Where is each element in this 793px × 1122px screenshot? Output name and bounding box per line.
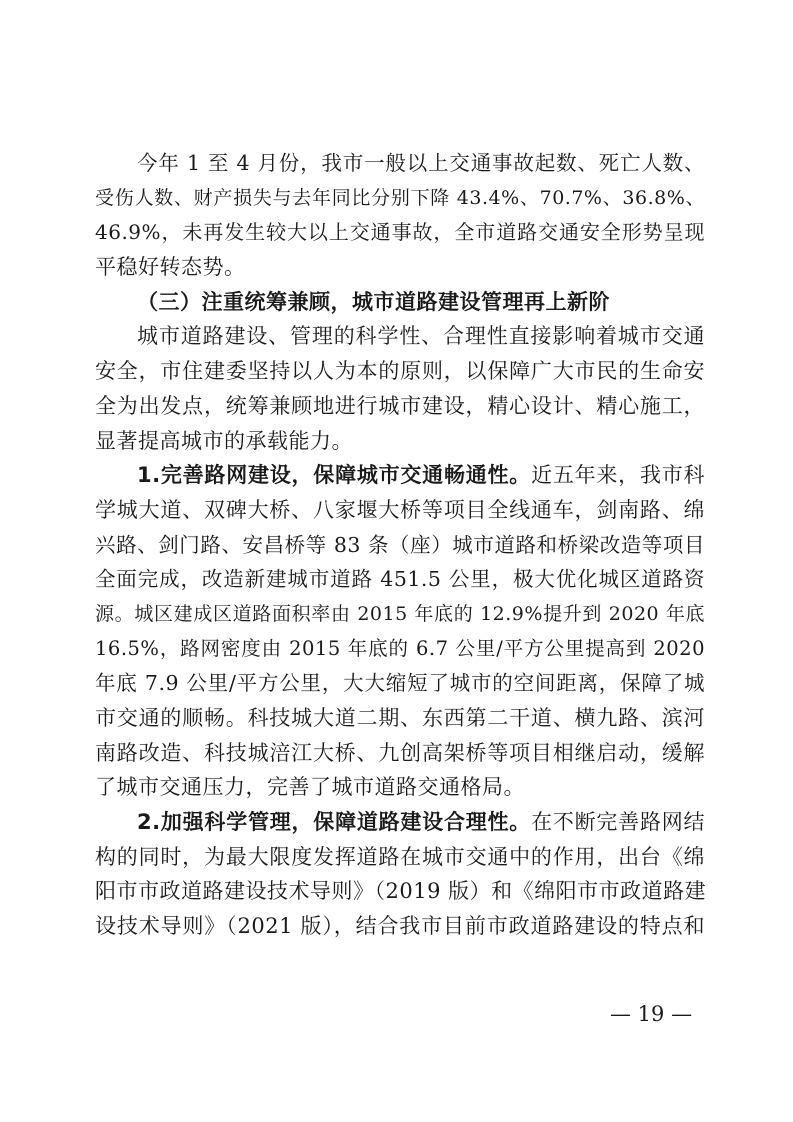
text-line: 南路改造、科技城涪江大桥、九创高架桥等项目相继启动，缓解 — [95, 740, 705, 765]
text-line: 城市道路建设、管理的科学性、合理性直接影响着城市交通 — [137, 324, 705, 349]
text-line: 显著提高城市的承载能力。 — [95, 428, 353, 453]
text-line: 46.9%，未再发生较大以上交通事故，全市道路交通安全形势呈现 — [95, 220, 705, 245]
body-text — [95, 146, 705, 944]
text-line: 今年 1 至 4 月份，我市一般以上交通事故起数、死亡人数、 — [137, 151, 705, 175]
text-line: 受伤人数、财产损失与去年同比分别下降 43.4%、70.7%、36.8%、 — [95, 186, 705, 209]
text-line: 平稳好转态势。 — [95, 255, 246, 280]
text-line: 16.5%，路网密度由 2015 年底的 6.7 公里/平方公里提高到 2020 — [95, 636, 705, 660]
text-run: 近五年来，我市科 — [531, 463, 705, 488]
text-line — [95, 805, 705, 840]
section-heading: （三）注重统筹兼顾，城市道路建设管理再上新阶 — [137, 289, 610, 314]
text-run: 在不断完善路网结 — [531, 810, 705, 835]
text-line: 全面完成，改造新建城市道路 451.5 公里，极大优化城区道路资 — [95, 567, 705, 592]
subsection-lead: 1.完善路网建设，保障城市交通畅通性。 — [137, 463, 532, 488]
subsection-lead: 2.加强科学管理，保障道路建设合理性。 — [137, 810, 532, 835]
text-line: 了城市交通压力，完善了城市道路交通格局。 — [95, 775, 525, 800]
text-line: 学城大道、双碑大桥、八家堰大桥等项目全线通车，剑南路、绵 — [95, 497, 705, 522]
text-line: 年底 7.9 公里/平方公里，大大缩短了城市的空间距离，保障了城 — [95, 671, 705, 696]
text-line: 市交通的顺畅。科技城大道二期、东西第二干道、横九路、滨河 — [95, 706, 705, 730]
text-line: 设技术导则》（2021 版），结合我市目前市政道路建设的特点和 — [95, 914, 705, 939]
text-line: 兴路、剑门路、安昌桥等 83 条（座）城市道路和桥梁改造等项目 — [95, 532, 705, 557]
text-line: 安全，市住建委坚持以人为本的原则，以保障广大市民的生命安 — [95, 359, 705, 384]
text-line: 全为出发点，统筹兼顾地进行城市建设，精心设计、精心施工， — [95, 393, 705, 418]
text-line — [95, 458, 705, 493]
text-line: 阳市市政道路建设技术导则》（2019 版）和《绵阳市市政道路建 — [95, 879, 707, 904]
page-number: — 19 — — [610, 1002, 693, 1026]
text-line: 源。城区建成区道路面积率由 2015 年底的 12.9%提升到 2020 年底 — [95, 602, 705, 625]
text-line: 构的同时，为最大限度发挥道路在城市交通中的作用，出台《绵 — [95, 844, 705, 869]
